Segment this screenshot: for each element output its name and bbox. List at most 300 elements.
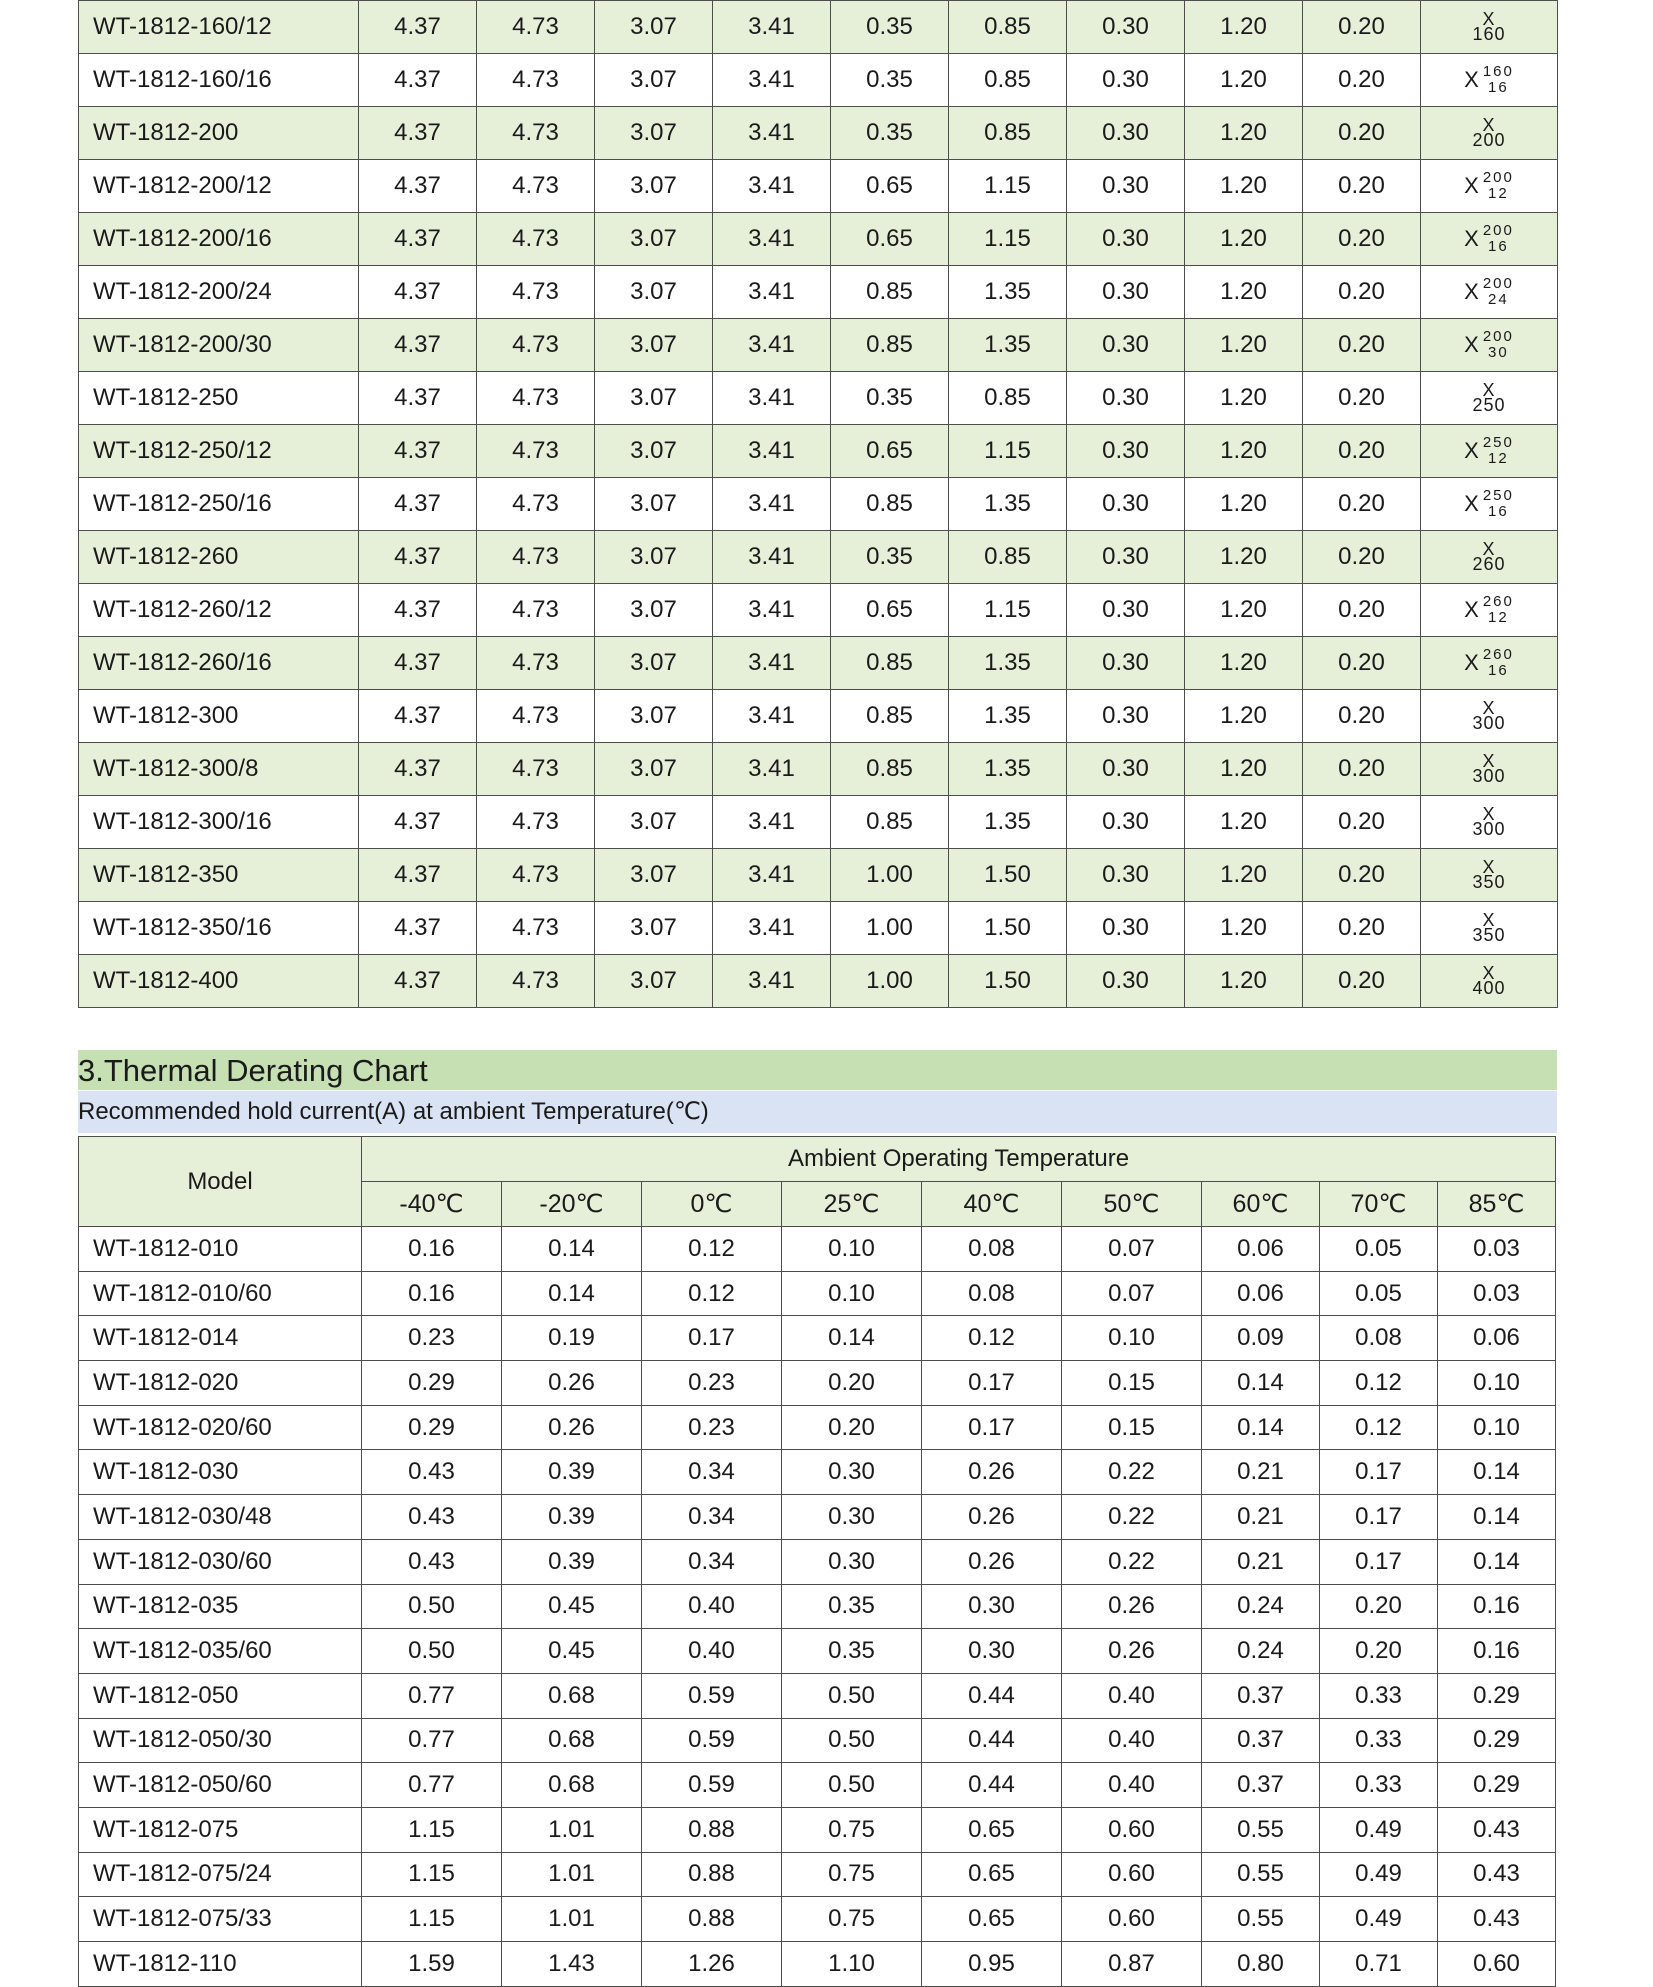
current-cell: 0.22 (1062, 1450, 1202, 1495)
value-cell: 0.35 (831, 107, 949, 160)
current-cell: 0.40 (1062, 1718, 1202, 1763)
value-cell: 0.30 (1067, 955, 1185, 1008)
marking-denominator: 12 (1488, 185, 1509, 202)
value-cell: 3.41 (713, 796, 831, 849)
value-cell: 1.35 (949, 637, 1067, 690)
derating-table-head (79, 1137, 1556, 1227)
current-cell: 1.01 (502, 1852, 642, 1897)
value-cell: 1.20 (1185, 690, 1303, 743)
table-row (79, 1316, 1556, 1361)
value-cell: 4.73 (477, 319, 595, 372)
value-cell: 3.41 (713, 531, 831, 584)
temperature-header: 40℃ (922, 1182, 1062, 1227)
current-cell: 0.49 (1320, 1852, 1438, 1897)
marking-denominator: 16 (1488, 79, 1509, 96)
value-cell: 4.37 (359, 319, 477, 372)
marking-code (1472, 857, 1506, 892)
marking-top: X (1464, 650, 1479, 675)
temperature-header: 70℃ (1320, 1182, 1438, 1227)
thermal-derating-table (78, 1136, 1556, 1987)
value-cell: 3.41 (713, 637, 831, 690)
current-cell: 0.23 (362, 1316, 502, 1361)
value-cell: 3.07 (595, 584, 713, 637)
value-cell: 3.07 (595, 107, 713, 160)
value-cell: 3.41 (713, 849, 831, 902)
current-cell: 0.10 (1438, 1405, 1556, 1450)
table-row (79, 743, 1558, 796)
value-cell: 4.37 (359, 1, 477, 54)
marking-top: X (1482, 9, 1496, 29)
model-cell: WT-1812-050/60 (79, 1763, 362, 1808)
marking-top: X (1482, 963, 1496, 983)
current-cell: 0.37 (1202, 1718, 1320, 1763)
value-cell: 3.41 (713, 160, 831, 213)
current-cell: 1.15 (362, 1807, 502, 1852)
marking-fraction (1483, 594, 1514, 626)
marking-cell (1421, 637, 1558, 690)
current-cell: 0.30 (922, 1584, 1062, 1629)
table-row (79, 531, 1558, 584)
model-cell: WT-1812-160/16 (79, 54, 359, 107)
model-cell: WT-1812-014 (79, 1316, 362, 1361)
current-cell: 0.55 (1202, 1807, 1320, 1852)
marking-cell (1421, 690, 1558, 743)
marking-numerator: 200 (1482, 222, 1514, 239)
table-row (79, 1629, 1556, 1674)
marking-code (1472, 751, 1506, 786)
value-cell: 4.37 (359, 266, 477, 319)
current-cell: 0.23 (642, 1405, 782, 1450)
marking-cell (1421, 478, 1558, 531)
temperature-header: -40℃ (362, 1182, 502, 1227)
current-cell: 0.35 (782, 1629, 922, 1674)
marking-bottom: 250 (1472, 395, 1506, 415)
value-cell: 4.37 (359, 425, 477, 478)
current-cell: 0.12 (642, 1227, 782, 1272)
value-cell: 3.07 (595, 796, 713, 849)
current-cell: 0.40 (1062, 1763, 1202, 1808)
current-cell: 0.49 (1320, 1807, 1438, 1852)
table-row (79, 955, 1558, 1008)
table-row (79, 425, 1558, 478)
value-cell: 0.65 (831, 425, 949, 478)
value-cell: 0.30 (1067, 584, 1185, 637)
current-cell: 0.10 (1062, 1316, 1202, 1361)
current-cell: 0.06 (1438, 1316, 1556, 1361)
value-cell: 4.37 (359, 160, 477, 213)
marking-fraction (1483, 64, 1514, 96)
current-cell: 0.14 (1438, 1495, 1556, 1540)
marking-denominator: 12 (1488, 609, 1509, 626)
current-cell: 0.24 (1202, 1584, 1320, 1629)
section-title: 3.Thermal Derating Chart (78, 1050, 1557, 1090)
current-cell: 0.50 (782, 1763, 922, 1808)
value-cell: 3.07 (595, 743, 713, 796)
value-cell: 3.41 (713, 213, 831, 266)
value-cell: 4.37 (359, 849, 477, 902)
current-cell: 0.65 (922, 1807, 1062, 1852)
current-cell: 0.08 (922, 1227, 1062, 1272)
current-cell: 0.16 (362, 1227, 502, 1272)
marking-cell (1421, 955, 1558, 1008)
current-cell: 0.60 (1438, 1942, 1556, 1987)
marking-cell (1421, 425, 1558, 478)
marking-bottom: 300 (1472, 766, 1506, 786)
value-cell: 1.35 (949, 690, 1067, 743)
marking-bottom: 160 (1472, 24, 1506, 44)
current-cell: 0.10 (1438, 1361, 1556, 1406)
marking-top: X (1464, 438, 1479, 463)
value-cell: 0.20 (1303, 902, 1421, 955)
value-cell: 1.20 (1185, 637, 1303, 690)
value-cell: 4.37 (359, 584, 477, 637)
marking-denominator: 16 (1488, 503, 1509, 520)
temperature-header: -20℃ (502, 1182, 642, 1227)
marking-code (1464, 64, 1514, 96)
value-cell: 1.20 (1185, 266, 1303, 319)
current-cell: 0.68 (502, 1763, 642, 1808)
value-cell: 0.30 (1067, 637, 1185, 690)
table-row (79, 1807, 1556, 1852)
marking-cell (1421, 796, 1558, 849)
current-cell: 0.26 (922, 1539, 1062, 1584)
current-cell: 0.29 (1438, 1718, 1556, 1763)
value-cell: 3.07 (595, 319, 713, 372)
current-cell: 0.77 (362, 1673, 502, 1718)
value-cell: 1.20 (1185, 54, 1303, 107)
value-cell: 0.30 (1067, 531, 1185, 584)
value-cell: 3.07 (595, 213, 713, 266)
current-cell: 0.75 (782, 1897, 922, 1942)
marking-denominator: 30 (1488, 344, 1509, 361)
current-cell: 0.39 (502, 1495, 642, 1540)
current-cell: 0.03 (1438, 1227, 1556, 1272)
value-cell: 0.35 (831, 54, 949, 107)
table-row (79, 1897, 1556, 1942)
current-cell: 0.07 (1062, 1271, 1202, 1316)
value-cell: 0.30 (1067, 54, 1185, 107)
current-cell: 0.10 (782, 1271, 922, 1316)
dimensions-table (78, 0, 1558, 1008)
current-cell: 1.15 (362, 1852, 502, 1897)
current-cell: 0.44 (922, 1673, 1062, 1718)
current-cell: 0.22 (1062, 1539, 1202, 1584)
current-cell: 0.15 (1062, 1405, 1202, 1450)
current-cell: 0.23 (642, 1361, 782, 1406)
table-row (79, 849, 1558, 902)
current-cell: 0.14 (502, 1227, 642, 1272)
current-cell: 0.59 (642, 1718, 782, 1763)
value-cell: 0.30 (1067, 425, 1185, 478)
value-cell: 1.15 (949, 584, 1067, 637)
value-cell: 0.20 (1303, 796, 1421, 849)
table-row (79, 1, 1558, 54)
current-cell: 1.01 (502, 1807, 642, 1852)
table-row (79, 584, 1558, 637)
current-cell: 0.10 (782, 1227, 922, 1272)
value-cell: 0.85 (949, 54, 1067, 107)
current-cell: 0.49 (1320, 1897, 1438, 1942)
model-cell: WT-1812-075/33 (79, 1897, 362, 1942)
marking-cell (1421, 160, 1558, 213)
value-cell: 4.37 (359, 107, 477, 160)
ambient-temperature-header: Ambient Operating Temperature (362, 1137, 1556, 1182)
marking-cell (1421, 743, 1558, 796)
value-cell: 0.30 (1067, 849, 1185, 902)
current-cell: 0.20 (1320, 1584, 1438, 1629)
model-cell: WT-1812-030/48 (79, 1495, 362, 1540)
table-row (79, 160, 1558, 213)
marking-code (1472, 910, 1506, 945)
value-cell: 0.65 (831, 213, 949, 266)
current-cell: 0.20 (1320, 1629, 1438, 1674)
current-cell: 0.65 (922, 1852, 1062, 1897)
value-cell: 0.20 (1303, 531, 1421, 584)
value-cell: 4.73 (477, 54, 595, 107)
current-cell: 0.26 (502, 1405, 642, 1450)
current-cell: 0.08 (922, 1271, 1062, 1316)
table-row (79, 1718, 1556, 1763)
value-cell: 0.85 (831, 478, 949, 531)
current-cell: 0.35 (782, 1584, 922, 1629)
value-cell: 1.20 (1185, 902, 1303, 955)
temperature-header: 25℃ (782, 1182, 922, 1227)
current-cell: 0.40 (642, 1629, 782, 1674)
marking-code (1472, 804, 1506, 839)
table-row (79, 1271, 1556, 1316)
value-cell: 1.20 (1185, 849, 1303, 902)
model-cell: WT-1812-250/12 (79, 425, 359, 478)
table-row (79, 637, 1558, 690)
current-cell: 0.75 (782, 1807, 922, 1852)
value-cell: 1.35 (949, 796, 1067, 849)
model-cell: WT-1812-350/16 (79, 902, 359, 955)
current-cell: 0.16 (1438, 1629, 1556, 1674)
current-cell: 0.06 (1202, 1271, 1320, 1316)
table-row (79, 1361, 1556, 1406)
model-cell: WT-1812-075/24 (79, 1852, 362, 1897)
current-cell: 0.44 (922, 1763, 1062, 1808)
value-cell: 0.20 (1303, 425, 1421, 478)
table-row (79, 1495, 1556, 1540)
section-subtitle: Recommended hold current(A) at ambient Temperature(℃) (78, 1091, 1557, 1133)
current-cell: 1.01 (502, 1897, 642, 1942)
table-row (79, 266, 1558, 319)
current-cell: 0.68 (502, 1718, 642, 1763)
current-cell: 0.12 (1320, 1361, 1438, 1406)
current-cell: 0.34 (642, 1539, 782, 1584)
model-cell: WT-1812-010/60 (79, 1271, 362, 1316)
current-cell: 0.17 (642, 1316, 782, 1361)
value-cell: 0.20 (1303, 690, 1421, 743)
table-row (79, 1539, 1556, 1584)
value-cell: 3.41 (713, 266, 831, 319)
table-row (79, 1227, 1556, 1272)
marking-cell (1421, 319, 1558, 372)
value-cell: 0.20 (1303, 319, 1421, 372)
value-cell: 4.73 (477, 107, 595, 160)
value-cell: 0.30 (1067, 107, 1185, 160)
current-cell: 0.88 (642, 1807, 782, 1852)
current-cell: 0.71 (1320, 1942, 1438, 1987)
value-cell: 0.85 (949, 372, 1067, 425)
marking-code (1464, 647, 1514, 679)
current-cell: 0.22 (1062, 1495, 1202, 1540)
value-cell: 3.41 (713, 955, 831, 1008)
marking-fraction (1483, 647, 1514, 679)
value-cell: 0.20 (1303, 266, 1421, 319)
current-cell: 0.50 (362, 1629, 502, 1674)
marking-code (1464, 488, 1514, 520)
model-cell: WT-1812-260/12 (79, 584, 359, 637)
model-cell: WT-1812-200/16 (79, 213, 359, 266)
marking-numerator: 250 (1482, 434, 1514, 451)
temperature-header: 60℃ (1202, 1182, 1320, 1227)
model-cell: WT-1812-010 (79, 1227, 362, 1272)
value-cell: 1.00 (831, 902, 949, 955)
marking-fraction (1483, 435, 1514, 467)
value-cell: 4.73 (477, 266, 595, 319)
current-cell: 0.14 (1438, 1450, 1556, 1495)
current-cell: 0.50 (362, 1584, 502, 1629)
value-cell: 1.20 (1185, 372, 1303, 425)
value-cell: 0.20 (1303, 372, 1421, 425)
current-cell: 0.59 (642, 1673, 782, 1718)
value-cell: 3.41 (713, 902, 831, 955)
model-cell: WT-1812-250/16 (79, 478, 359, 531)
value-cell: 4.73 (477, 1, 595, 54)
value-cell: 1.20 (1185, 425, 1303, 478)
current-cell: 1.43 (502, 1942, 642, 1987)
value-cell: 3.07 (595, 425, 713, 478)
model-cell: WT-1812-110 (79, 1942, 362, 1987)
current-cell: 0.45 (502, 1584, 642, 1629)
value-cell: 1.20 (1185, 743, 1303, 796)
value-cell: 3.41 (713, 425, 831, 478)
current-cell: 0.95 (922, 1942, 1062, 1987)
model-cell: WT-1812-050 (79, 1673, 362, 1718)
value-cell: 0.20 (1303, 743, 1421, 796)
value-cell: 4.73 (477, 637, 595, 690)
value-cell: 3.07 (595, 478, 713, 531)
value-cell: 3.07 (595, 637, 713, 690)
current-cell: 0.26 (1062, 1584, 1202, 1629)
marking-numerator: 200 (1482, 275, 1514, 292)
table-row (79, 54, 1558, 107)
marking-fraction (1483, 170, 1514, 202)
value-cell: 4.37 (359, 213, 477, 266)
model-cell: WT-1812-020 (79, 1361, 362, 1406)
value-cell: 1.20 (1185, 319, 1303, 372)
table-row (79, 1763, 1556, 1808)
current-cell: 0.59 (642, 1763, 782, 1808)
current-cell: 0.77 (362, 1718, 502, 1763)
value-cell: 1.20 (1185, 796, 1303, 849)
value-cell: 3.41 (713, 54, 831, 107)
marking-top: X (1464, 226, 1479, 251)
value-cell: 0.20 (1303, 584, 1421, 637)
current-cell: 0.26 (922, 1495, 1062, 1540)
marking-code (1472, 539, 1506, 574)
value-cell: 0.85 (949, 107, 1067, 160)
current-cell: 0.05 (1320, 1227, 1438, 1272)
current-cell: 0.08 (1320, 1316, 1438, 1361)
value-cell: 4.37 (359, 796, 477, 849)
value-cell: 3.41 (713, 584, 831, 637)
current-cell: 0.45 (502, 1629, 642, 1674)
value-cell: 1.50 (949, 902, 1067, 955)
marking-top: X (1482, 115, 1496, 135)
value-cell: 1.35 (949, 319, 1067, 372)
value-cell: 0.20 (1303, 849, 1421, 902)
value-cell: 0.30 (1067, 319, 1185, 372)
value-cell: 1.50 (949, 955, 1067, 1008)
marking-top: X (1482, 804, 1496, 824)
value-cell: 0.85 (831, 319, 949, 372)
marking-numerator: 200 (1482, 328, 1514, 345)
marking-denominator: 16 (1488, 238, 1509, 255)
value-cell: 3.07 (595, 1, 713, 54)
current-cell: 0.29 (1438, 1673, 1556, 1718)
table-row (79, 1673, 1556, 1718)
current-cell: 0.37 (1202, 1763, 1320, 1808)
current-cell: 0.17 (1320, 1495, 1438, 1540)
value-cell: 0.30 (1067, 213, 1185, 266)
value-cell: 0.30 (1067, 372, 1185, 425)
value-cell: 4.37 (359, 743, 477, 796)
marking-code (1464, 594, 1514, 626)
current-cell: 0.75 (782, 1852, 922, 1897)
marking-cell (1421, 902, 1558, 955)
value-cell: 3.41 (713, 107, 831, 160)
table-row (79, 107, 1558, 160)
value-cell: 0.85 (831, 690, 949, 743)
value-cell: 0.30 (1067, 690, 1185, 743)
model-cell: WT-1812-200/12 (79, 160, 359, 213)
current-cell: 0.43 (1438, 1897, 1556, 1942)
value-cell: 0.85 (831, 637, 949, 690)
marking-bottom: 350 (1472, 872, 1506, 892)
current-cell: 0.14 (782, 1316, 922, 1361)
value-cell: 3.07 (595, 690, 713, 743)
value-cell: 0.20 (1303, 213, 1421, 266)
current-cell: 0.60 (1062, 1852, 1202, 1897)
marking-fraction (1483, 223, 1514, 255)
value-cell: 1.20 (1185, 107, 1303, 160)
current-cell: 0.33 (1320, 1673, 1438, 1718)
current-cell: 0.34 (642, 1495, 782, 1540)
current-cell: 0.12 (1320, 1405, 1438, 1450)
current-cell: 0.26 (502, 1361, 642, 1406)
current-cell: 0.37 (1202, 1673, 1320, 1718)
marking-denominator: 24 (1488, 291, 1509, 308)
current-cell: 0.09 (1202, 1316, 1320, 1361)
current-cell: 0.16 (362, 1271, 502, 1316)
marking-top: X (1482, 857, 1496, 877)
current-cell: 0.43 (1438, 1807, 1556, 1852)
model-cell: WT-1812-050/30 (79, 1718, 362, 1763)
marking-bottom: 200 (1472, 130, 1506, 150)
current-cell: 1.15 (362, 1897, 502, 1942)
table-row (79, 1405, 1556, 1450)
current-cell: 0.55 (1202, 1897, 1320, 1942)
marking-top: X (1464, 491, 1479, 516)
model-cell: WT-1812-200/30 (79, 319, 359, 372)
marking-top: X (1482, 380, 1496, 400)
value-cell: 4.73 (477, 690, 595, 743)
current-cell: 0.30 (922, 1629, 1062, 1674)
current-cell: 0.50 (782, 1673, 922, 1718)
